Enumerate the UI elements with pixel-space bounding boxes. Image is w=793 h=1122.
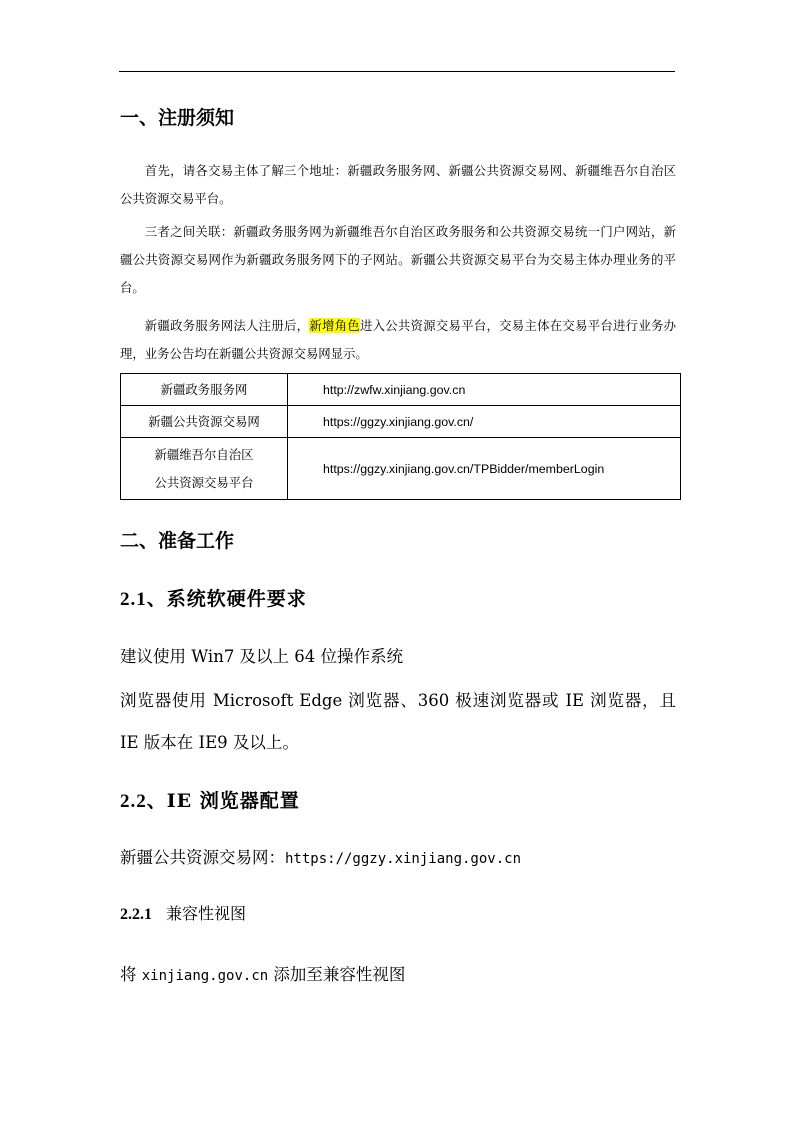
trading-site-url[interactable]: https://ggzy.xinjiang.gov.cn [285, 851, 522, 867]
trading-site-line [120, 837, 676, 880]
subsection-2-2-1-heading [120, 903, 246, 926]
table-row [121, 374, 681, 406]
subsection-2-2-heading [120, 789, 300, 814]
table-row [121, 438, 681, 500]
site-name-line-2: 公共资源交易平台 [154, 474, 254, 490]
section1-heading: 一、注册须知 [120, 107, 235, 129]
subsection-title: 、IE 浏览器配置 [146, 790, 300, 812]
trading-site-label: 新疆公共资源交易网： [120, 848, 285, 867]
highlighted-text: 新增角色 [309, 318, 360, 333]
section1-paragraph-2: 三者之间关联：新疆政务服务网为新疆维吾尔自治区政务服务和公共资源交易统一门户网站，新疆公共资源交易网作为新疆政务服务网下的子网站。新疆公共资源交易平台为交易主体办理业务的平台。 [120, 224, 676, 295]
para3-text-after: 进入公共资源交易平台，交易主体在交易平台进行业务办理，业务公告均在新疆公共资源交易网显示。 [120, 318, 677, 361]
site-name-cell: 新疆政务服务网 [121, 374, 288, 406]
compat-prefix: 将 [120, 965, 142, 984]
address-table [120, 373, 681, 500]
subsection-number: 2.2.1 [120, 906, 152, 923]
header-rule [119, 71, 675, 72]
section1-paragraph-3 [120, 312, 676, 368]
subsection-number: 2.2 [120, 791, 147, 812]
subsection-title: 、系统软硬件要求 [146, 588, 307, 610]
os-requirement-line: 建议使用 Win7 及以上 64 位操作系统 [120, 647, 404, 666]
compat-suffix: 添加至兼容性视图 [268, 965, 406, 984]
subsection-title: 兼容性视图 [166, 904, 247, 923]
subsection-2-1-heading [120, 587, 307, 612]
section1-paragraph-1: 首先，请各交易主体了解三个地址：新疆政务服务网、新疆公共资源交易网、新疆维吾尔自治区公共资源交易平台。 [120, 163, 676, 206]
para3-text-before: 新疆政务服务网法人注册后， [144, 318, 310, 333]
browser-requirement-text: 浏览器使用 Microsoft Edge 浏览器、360 极速浏览器或 IE 浏览器，且 IE 版本在 IE9 及以上。 [120, 691, 676, 752]
compat-domain: xinjiang.gov.cn [141, 968, 269, 984]
section2-heading: 二、准备工作 [120, 530, 235, 552]
site-name-cell: 新疆公共资源交易网 [121, 406, 288, 438]
compat-view-line [120, 954, 676, 997]
site-url-cell[interactable]: https://ggzy.xinjiang.gov.cn/TPBidder/memberLogin [288, 438, 681, 500]
site-url-cell[interactable]: https://ggzy.xinjiang.gov.cn/ [288, 406, 681, 438]
site-url-cell[interactable]: http://zwfw.xinjiang.gov.cn [288, 374, 681, 406]
subsection-number: 2.1 [120, 589, 147, 610]
site-name-line-1: 新疆维吾尔自治区 [154, 446, 254, 462]
table-row [121, 406, 681, 438]
site-name-cell [121, 438, 288, 500]
